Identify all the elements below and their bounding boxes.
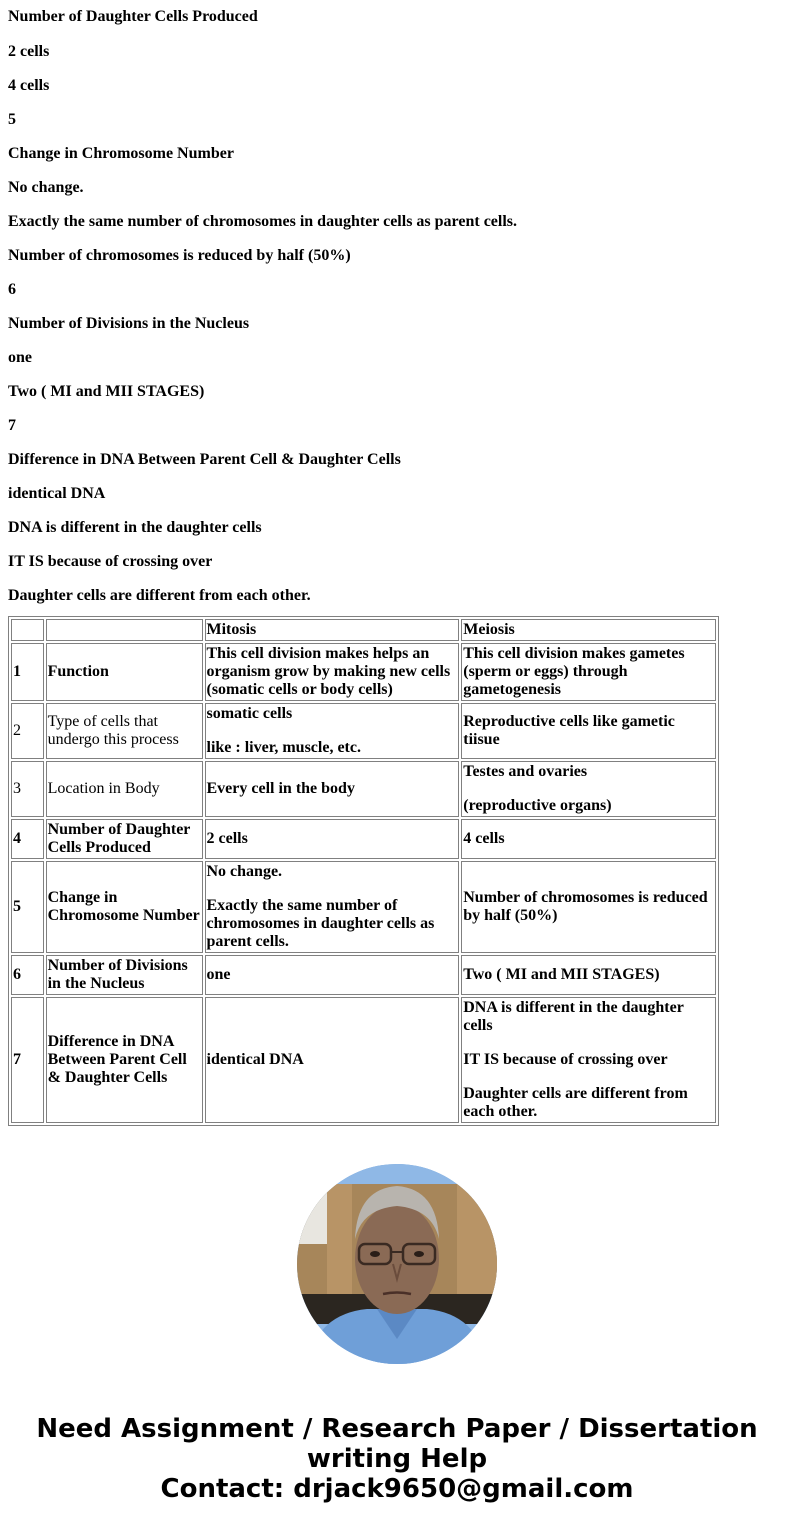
cell-text: This cell division makes helps an organism grow by making new cells (somatic cells or body cells) [206,645,451,698]
cell-text: This cell division makes gametes (sperm or eggs) through gametogenesis [463,645,685,698]
row-feature: Number of Daughter Cells Produced [46,819,203,859]
meiosis-cell [461,861,716,953]
mitosis-cell [205,861,460,953]
row-feature: Change in Chromosome Number [46,861,203,953]
table-row [11,861,716,953]
header-cell-feature [46,619,203,641]
footer-line-2: writing Help [306,1444,488,1474]
cell-text: (reproductive organs) [463,797,612,814]
row-feature: Number of Divisions in the Nucleus [46,955,203,995]
cell-text: Every cell in the body [206,780,355,797]
table-row [11,761,716,817]
row-feature: Function [46,643,203,701]
text-line: Number of chromosomes is reduced by half (50%) [8,247,351,264]
text-line: Change in Chromosome Number [8,145,234,162]
row-number: 3 [11,761,44,817]
text-line: identical DNA [8,485,106,502]
mitosis-cell [205,955,460,995]
meiosis-cell [461,819,716,859]
cell-text: No change. [206,863,283,880]
meiosis-cell [461,643,716,701]
table-row [11,643,716,701]
text-line: No change. [8,179,84,196]
table-row [11,703,716,759]
meiosis-cell [461,955,716,995]
text-line: 7 [8,417,16,434]
cell-text: 4 cells [463,830,505,847]
cell-text: Testes and ovaries [463,763,588,780]
mitosis-cell [205,643,460,701]
row-number: 6 [11,955,44,995]
cell-text: like : liver, muscle, etc. [206,739,361,756]
text-line: Daughter cells are different from each other. [8,587,311,604]
text-line: 4 cells [8,77,50,94]
cell-text: one [206,966,231,983]
cell-text: Daughter cells are different from each other. [463,1085,688,1120]
cell-text: Reproductive cells like gametic tiisue [463,713,675,748]
text-line: Number of Daughter Cells Produced [8,8,258,25]
mitosis-cell [205,761,460,817]
mitosis-cell [205,997,460,1123]
text-line: DNA is different in the daughter cells [8,519,262,536]
table-header-row [11,619,716,641]
author-portrait-icon [297,1164,497,1364]
row-feature: Location in Body [46,761,203,817]
text-line: IT IS because of crossing over [8,553,213,570]
table-row [11,997,716,1123]
text-line: 6 [8,281,16,298]
row-number: 4 [11,819,44,859]
footer-contact-email: Contact: drjack9650@gmail.com [160,1474,634,1504]
text-line: Difference in DNA Between Parent Cell & Daughter Cells [8,451,401,468]
text-line: 2 cells [8,43,50,60]
header-cell-meiosis: Meiosis [461,619,716,641]
cell-text: 2 cells [206,830,248,847]
mitosis-meiosis-comparison-table [8,616,719,1126]
text-line: Exactly the same number of chromosomes in daughter cells as parent cells. [8,213,518,230]
header-cell-number [11,619,44,641]
mitosis-cell [205,703,460,759]
header-cell-mitosis: Mitosis [205,619,460,641]
table-row [11,955,716,995]
author-photo-container [0,1164,794,1364]
meiosis-cell [461,997,716,1123]
footer-line-1: Need Assignment / Research Paper / Dissertation [36,1414,758,1444]
table-row [11,819,716,859]
row-feature: Difference in DNA Between Parent Cell & Daughter Cells [46,997,203,1123]
cell-text: DNA is different in the daughter cells [463,999,684,1034]
row-number: 5 [11,861,44,953]
author-avatar [297,1164,497,1364]
row-feature: Type of cells that undergo this process [46,703,203,759]
mitosis-cell [205,819,460,859]
cell-text: identical DNA [206,1051,304,1068]
text-line: Number of Divisions in the Nucleus [8,315,250,332]
text-line: 5 [8,111,16,128]
cell-text: Exactly the same number of chromosomes in daughter cells as parent cells. [206,897,435,950]
meiosis-cell [461,761,716,817]
meiosis-cell [461,703,716,759]
cell-text: Number of chromosomes is reduced by half (50%) [463,889,708,924]
cell-text: Two ( MI and MII STAGES) [463,966,660,983]
text-line: one [8,349,32,366]
cell-text: IT IS because of crossing over [463,1051,668,1068]
cell-text: somatic cells [206,705,293,722]
contact-footer [0,1414,794,1504]
row-number: 7 [11,997,44,1123]
row-number: 1 [11,643,44,701]
row-number: 2 [11,703,44,759]
text-line: Two ( MI and MII STAGES) [8,383,205,400]
